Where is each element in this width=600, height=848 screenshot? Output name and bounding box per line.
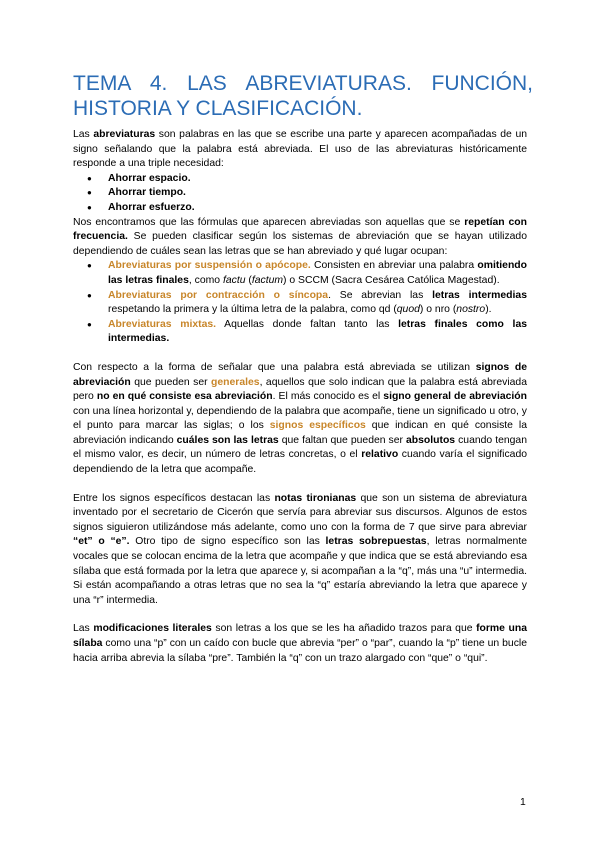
text: ) o nro ( — [419, 304, 457, 316]
highlight-text: Abreviaturas por contracción o síncopa — [108, 289, 329, 301]
text: Se pueden clasificar según los sistemas de abreviación que se hayan utilizado dependiendo de cuáles sean las letras que se han abreviado y qué lugar ocupan: — [73, 231, 527, 257]
bold-text: Ahorrar esfuerzo. — [108, 201, 195, 213]
highlight-text: Abreviaturas por suspensión o apócope. — [108, 260, 311, 272]
text: . El más conocido es el — [272, 391, 384, 403]
text: son letras a los que se les ha añadido trazos para que — [211, 623, 477, 635]
formulas-paragraph — [73, 216, 527, 260]
types-list — [73, 259, 527, 347]
bold-text: modificaciones literales — [93, 623, 212, 635]
title-line-2: HISTORIA Y CLASIFICACIÓN. — [73, 97, 363, 120]
highlight-text: Abreviaturas mixtas. — [108, 318, 217, 330]
bold-text: Ahorrar espacio. — [108, 172, 191, 184]
bold-text: letras finales como las intermedias. — [108, 318, 527, 345]
text: son palabras en las que se escribe una parte y aparecen acompañadas de un signo señalando que la palabra está abreviada. El uso de las abreviaturas históricamente responde a una triple necesidad: — [73, 129, 528, 170]
text: cuando tengan el mismo valor, es decir, un número de letras concretas, o el — [73, 434, 527, 461]
signs-paragraph — [73, 361, 527, 478]
text: ( — [245, 274, 252, 286]
title-line-1: TEMA 4. LAS ABREVIATURAS. FUNCIÓN, — [73, 72, 533, 95]
text: Otro tipo de signo específico son las — [129, 536, 326, 548]
bold-text: abreviaturas — [93, 129, 156, 140]
text: con una línea horizontal y, dependiendo de la palabra que acompañe, tiene un significado u otro, y el punto para marcar las siglas; o los — [73, 405, 527, 432]
bold-text: signo general de abreviación — [383, 391, 527, 403]
text: Con respecto a la forma de señalar que una palabra está abreviada se utilizan — [73, 361, 476, 373]
list-item — [73, 318, 527, 347]
page-number: 1 — [520, 797, 526, 808]
list-item — [73, 172, 527, 187]
text: respetando la primera y la última letra de la palabra, como qd ( — [108, 304, 397, 316]
bold-text: Ahorrar tiempo. — [108, 187, 186, 199]
italic-text: nostro — [456, 304, 486, 316]
text: , aquellos que solo indican que la palabra está abreviada pero — [73, 376, 527, 403]
bold-text: relativo — [361, 449, 399, 461]
text: que indican en qué consiste la abreviación indicando — [73, 420, 527, 446]
italic-text: quod — [396, 304, 420, 316]
paragraph-gap — [73, 347, 527, 361]
document-body — [73, 128, 527, 666]
page-title — [73, 71, 533, 121]
text: Las — [73, 129, 94, 140]
text: Aquellas donde faltan tanto las — [216, 318, 399, 330]
bold-text: signos de abreviación — [73, 361, 527, 388]
highlight-text: signos específicos — [269, 420, 366, 432]
list-item — [73, 289, 527, 318]
literal-paragraph — [73, 622, 527, 666]
highlight-text: generales — [211, 376, 260, 388]
text: como una “p” con un caído con bucle que abrevia “per” o “par”, cuando la “p” tiene un bucle hacia arriba abrevia la sílaba “pre”. También la “q” con un trazo alargado con “que” o “qui”. — [73, 638, 527, 664]
text: cuando varía el significado dependiendo de la letra que acompañe. — [73, 449, 528, 476]
italic-text: factum — [251, 274, 284, 286]
text: ) o SCCM (Sacra Cesárea Católica Magestad). — [283, 274, 500, 286]
bold-text: letras sobrepuestas — [325, 536, 427, 548]
text: que faltan que pueden ser — [278, 434, 406, 446]
text: que pueden ser — [130, 376, 212, 388]
text: que son un sistema de abreviatura inventado por el secretario de Cicerón que servía para abreviar sus discursos. Algunos de estos signos siguieron utilizándose más adelante, como uno con la forma de 7 que sirve para abreviar — [73, 492, 527, 533]
list-item — [73, 201, 527, 216]
paragraph-gap — [73, 478, 527, 492]
bold-text: “et” o “e”. — [73, 536, 130, 548]
intro-paragraph — [73, 128, 527, 172]
text: , letras normalmente vocales que se colocan encima de la letra que acompañe y que indica que se está abreviando esa sílaba que está formada por la letra que aparece y, si acompañan a la “q”, más una “u” intermedia. Si están acompañando a otras letras que no sea la “q” estaría abreviando la letra que aparece y una “r” intermedia. — [73, 536, 527, 606]
italic-text: factu — [222, 274, 246, 286]
text: Nos encontramos que las fórmulas que aparecen abreviadas son aquellas que se — [73, 216, 465, 228]
text: Las — [73, 623, 94, 635]
bold-text: cuáles son las letras — [176, 434, 279, 446]
list-item — [73, 186, 527, 201]
bold-text: notas tironianas — [274, 492, 357, 504]
text: ). — [485, 304, 492, 316]
text: Entre los signos específicos destacan las — [73, 492, 275, 504]
paragraph-gap — [73, 608, 527, 622]
bold-text: letras intermedias — [432, 289, 527, 301]
tironian-paragraph — [73, 492, 527, 609]
bold-text: absolutos — [406, 434, 456, 446]
bold-text: no en qué consiste esa abreviación — [96, 391, 273, 403]
text: , como — [188, 274, 223, 286]
bold-text: forme una sílaba — [73, 623, 527, 649]
bold-text: repetían con frecuencia. — [73, 216, 527, 243]
text: . Se abrevian las — [328, 289, 433, 301]
bold-text: omitiendo las letras finales — [108, 260, 527, 286]
list-item — [73, 259, 527, 288]
needs-list — [73, 172, 527, 216]
text: Consisten en abreviar una palabra — [310, 260, 478, 272]
